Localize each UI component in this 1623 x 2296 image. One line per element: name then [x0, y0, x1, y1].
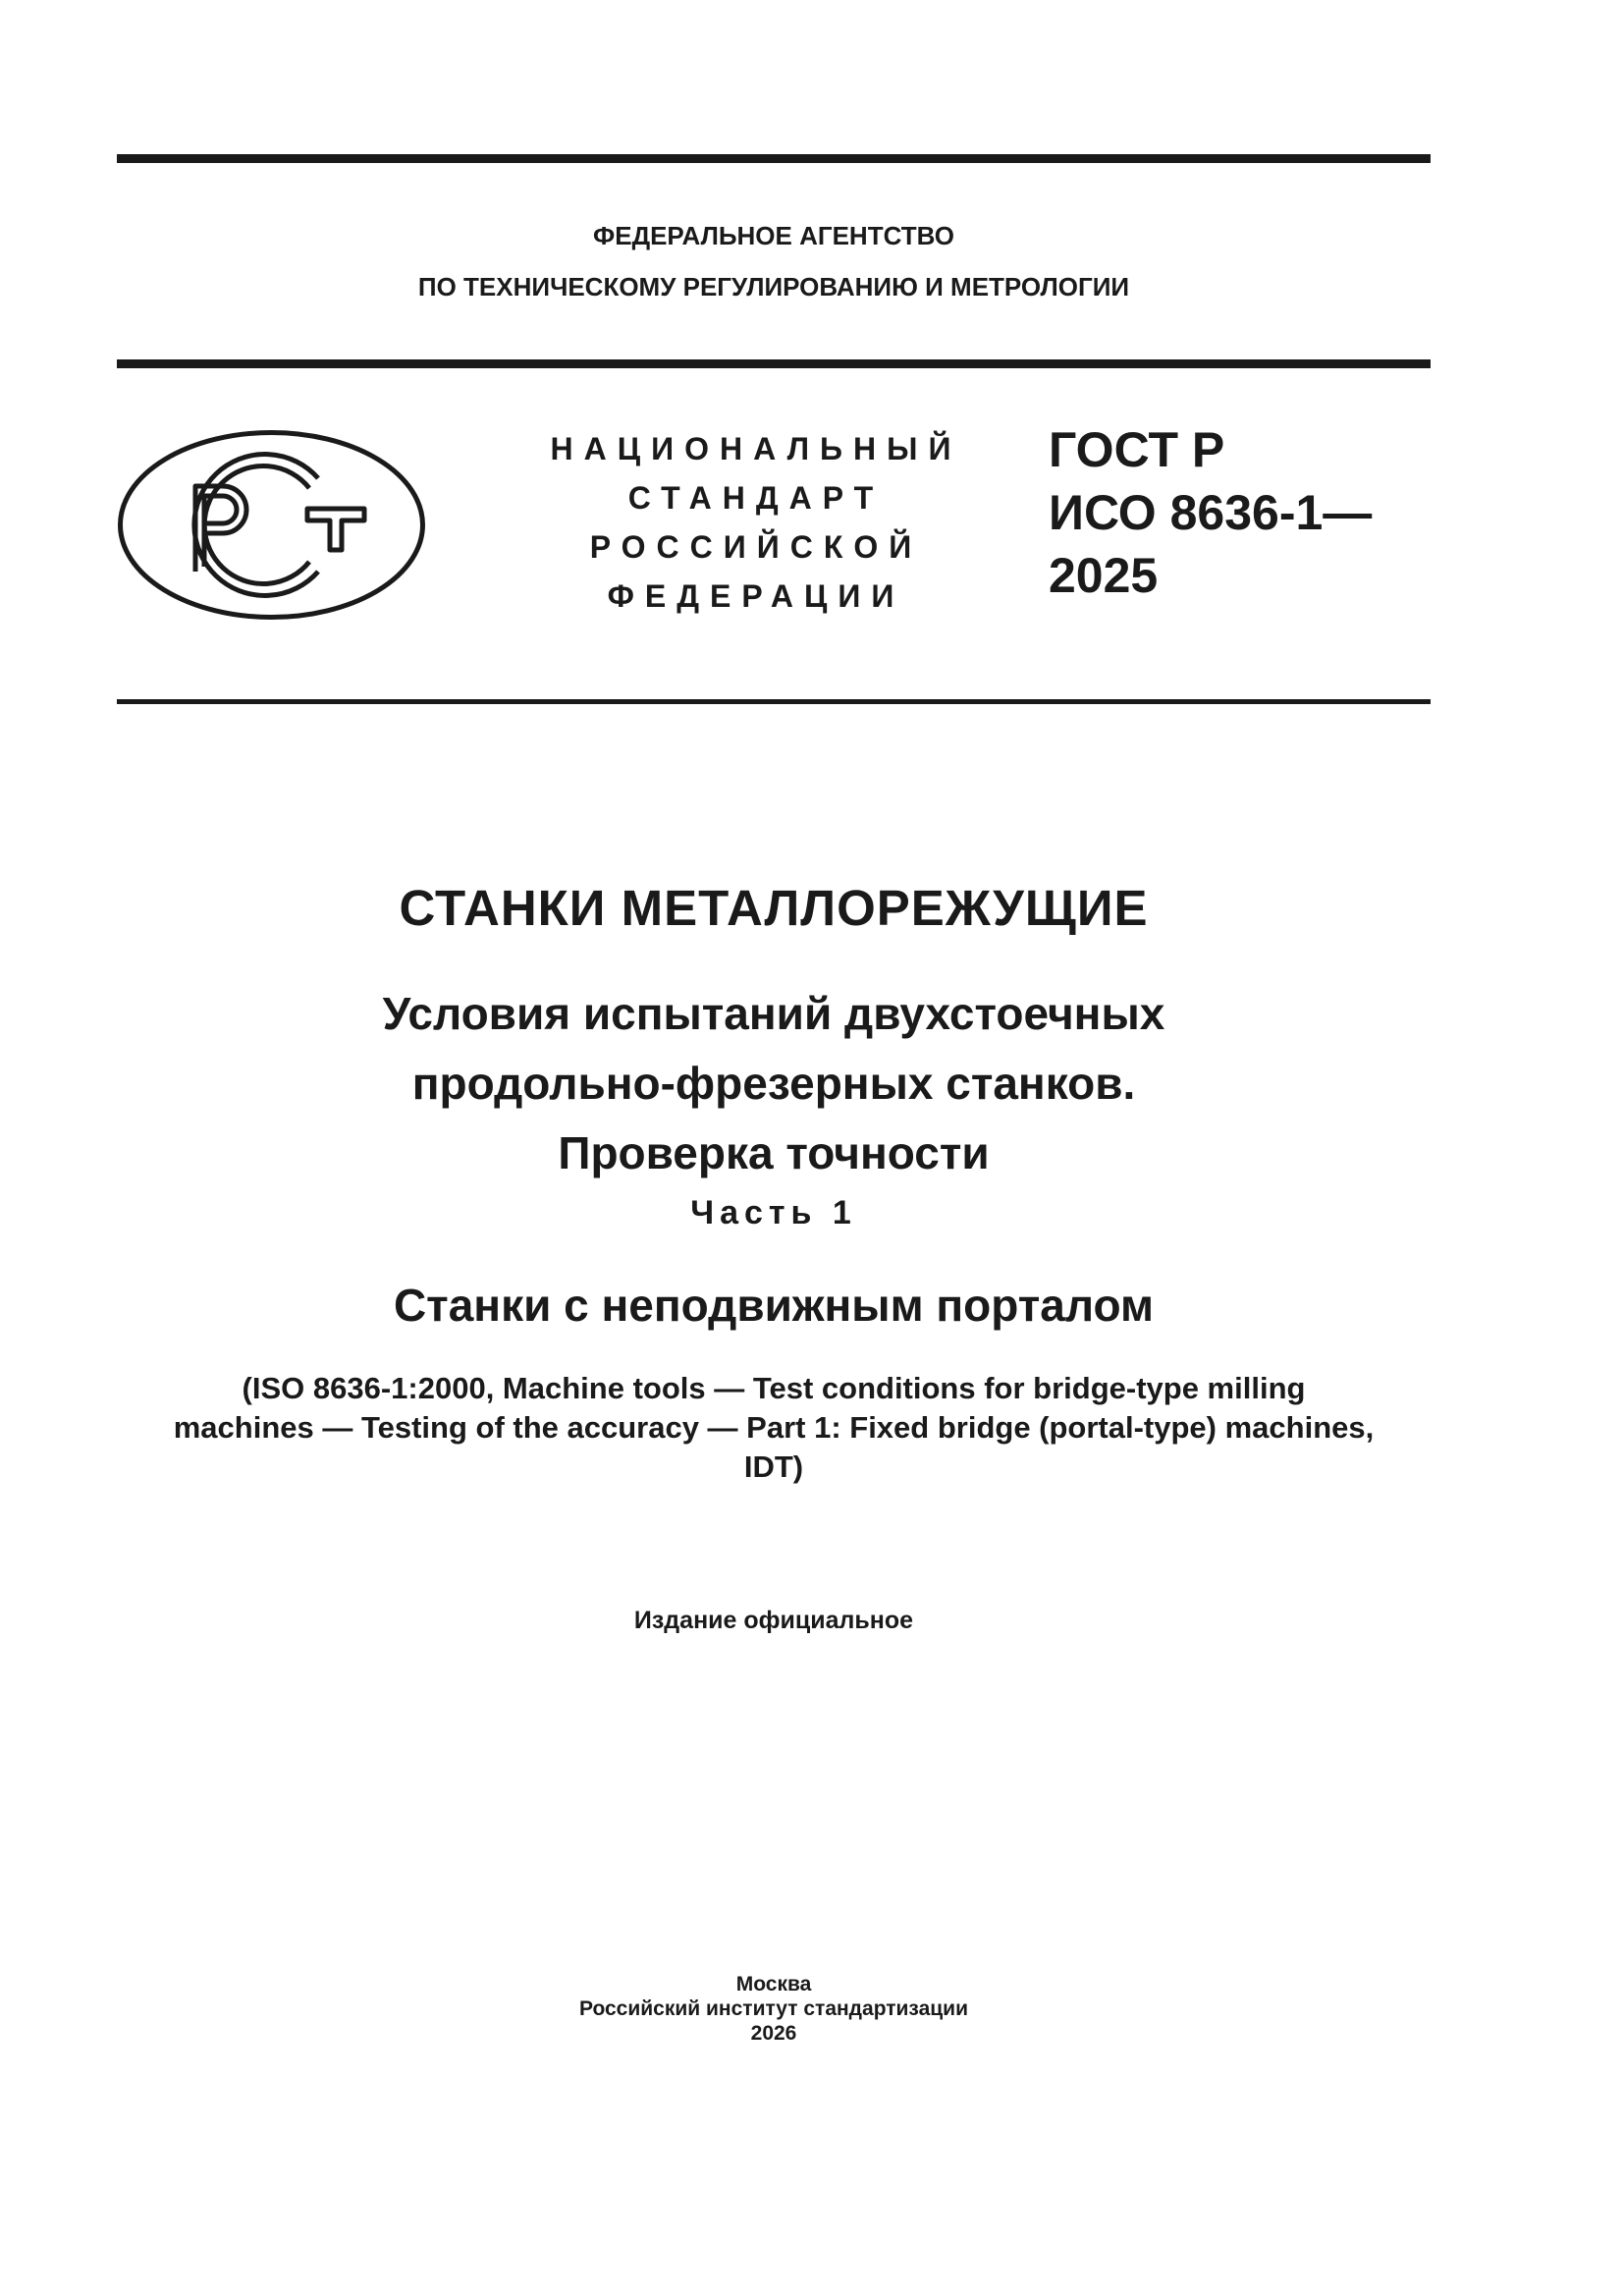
standard-designation	[1049, 418, 1372, 607]
top-rule	[117, 154, 1431, 163]
designation-line-3: 2025	[1049, 548, 1159, 603]
imprint-city: Москва	[735, 1973, 812, 1995]
national-line-1: НАЦИОНАЛЬНЫЙ	[550, 431, 962, 466]
imprint-publisher: Российский институт стандартизации	[578, 1997, 969, 2020]
designation-line-1: ГОСТ Р	[1049, 422, 1225, 477]
agency-line-1: ФЕДЕРАЛЬНОЕ АГЕНТСТВО	[593, 221, 954, 250]
imprint	[117, 1972, 1431, 2046]
part-title: Станки с неподвижным порталом	[393, 1280, 1155, 1331]
document-title: СТАНКИ МЕТАЛЛОРЕЖУЩИЕ	[399, 880, 1149, 936]
international-reference	[117, 1369, 1431, 1487]
rst-certification-mark-icon	[117, 429, 426, 621]
agency-line-2: ПО ТЕХНИЧЕСКОМУ РЕГУЛИРОВАНИЮ И МЕТРОЛОГИИ	[417, 272, 1130, 301]
national-line-2: СТАНДАРТ	[627, 480, 885, 516]
subtitle-line-3: Проверка точности	[558, 1127, 990, 1178]
agency-header	[117, 210, 1431, 312]
designation-divider	[117, 699, 1431, 704]
subtitle-line-1: Условия испытаний двухстоечных	[382, 988, 1165, 1039]
imprint-year: 2026	[750, 2022, 797, 2045]
iso-line-1: (ISO 8636-1:2000, Machine tools — Test conditions for bridge-type milling	[242, 1371, 1306, 1405]
iso-line-3: IDT)	[743, 1449, 804, 1484]
header-divider	[117, 359, 1431, 368]
designation-line-2: ИСО 8636-1—	[1049, 485, 1373, 540]
national-standard-label	[530, 424, 982, 621]
national-line-4: ФЕДЕРАЦИИ	[607, 578, 905, 614]
iso-line-2: machines — Testing of the accuracy — Part 1: Fixed bridge (portal-type) machines,	[173, 1410, 1375, 1445]
edition-note: Издание официальное	[633, 1607, 914, 1634]
subtitle-line-2: продольно-фрезерных станков.	[411, 1058, 1136, 1109]
national-line-3: РОССИЙСКОЙ	[589, 529, 923, 565]
document-subtitle	[117, 979, 1431, 1188]
part-number: Часть 1	[690, 1194, 857, 1231]
